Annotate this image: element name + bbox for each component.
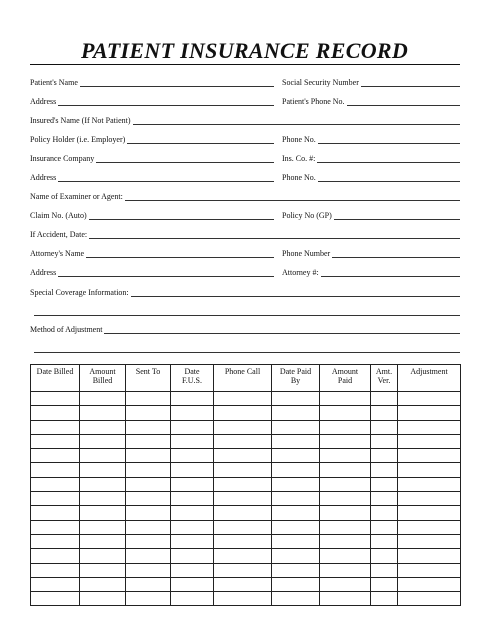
ins-co-number-label: Ins. Co. #: <box>282 154 316 163</box>
table-cell[interactable] <box>320 434 371 448</box>
table-cell[interactable] <box>80 392 126 406</box>
table-cell[interactable] <box>171 463 214 477</box>
table-cell[interactable] <box>80 577 126 591</box>
attorney-name-label: Attorney's Name <box>30 249 85 258</box>
table-cell[interactable] <box>214 463 272 477</box>
table-row <box>31 463 461 477</box>
col-header-phone-call: Phone Call <box>214 365 272 392</box>
table-cell[interactable] <box>31 549 80 563</box>
table-cell[interactable] <box>31 592 80 606</box>
table-cell[interactable] <box>126 492 171 506</box>
table-cell[interactable] <box>214 492 272 506</box>
table-cell[interactable] <box>214 592 272 606</box>
table-cell[interactable] <box>398 549 461 563</box>
table-cell[interactable] <box>320 449 371 463</box>
table-row <box>31 477 461 491</box>
table-cell[interactable] <box>126 434 171 448</box>
table-cell[interactable] <box>214 449 272 463</box>
table-cell[interactable] <box>272 592 320 606</box>
address-field[interactable] <box>30 97 274 106</box>
table-cell[interactable] <box>31 420 80 434</box>
table-cell[interactable] <box>214 392 272 406</box>
table-cell[interactable] <box>171 434 214 448</box>
title-rule <box>30 64 460 65</box>
table-cell[interactable] <box>371 577 398 591</box>
policy-holder-label: Policy Holder (i.e. Employer) <box>30 135 126 144</box>
form-title: PATIENT INSURANCE RECORD <box>80 38 409 63</box>
table-cell[interactable] <box>214 477 272 491</box>
table-row <box>31 563 461 577</box>
table-cell[interactable] <box>398 492 461 506</box>
table-cell[interactable] <box>31 563 80 577</box>
table-cell[interactable] <box>398 434 461 448</box>
table-cell[interactable] <box>398 506 461 520</box>
table-cell[interactable] <box>80 592 126 606</box>
company-phone-field[interactable] <box>282 173 460 182</box>
table-cell[interactable] <box>272 477 320 491</box>
table-cell[interactable] <box>320 392 371 406</box>
ssn-field[interactable] <box>282 78 460 87</box>
table-cell[interactable] <box>272 449 320 463</box>
policy-holder-field[interactable] <box>30 135 274 144</box>
table-cell[interactable] <box>398 420 461 434</box>
table-cell[interactable] <box>371 449 398 463</box>
table-cell[interactable] <box>320 463 371 477</box>
table-cell[interactable] <box>371 492 398 506</box>
table-cell[interactable] <box>126 577 171 591</box>
table-cell[interactable] <box>171 406 214 420</box>
special-coverage-extra-line[interactable] <box>34 315 460 316</box>
table-cell[interactable] <box>126 592 171 606</box>
table-row <box>31 592 461 606</box>
table-cell[interactable] <box>126 392 171 406</box>
table-cell[interactable] <box>171 592 214 606</box>
table-row <box>31 420 461 434</box>
table-row <box>31 449 461 463</box>
insured-name-field[interactable] <box>30 116 460 125</box>
ins-co-number-field[interactable] <box>282 154 460 163</box>
method-adjustment-label: Method of Adjustment <box>30 325 103 334</box>
method-adjustment-field[interactable] <box>30 325 460 334</box>
table-row <box>31 434 461 448</box>
table-row <box>31 406 461 420</box>
phone-label: Phone No. <box>282 135 316 144</box>
table-cell[interactable] <box>214 420 272 434</box>
table-row <box>31 506 461 520</box>
table-row <box>31 520 461 534</box>
company-phone-label: Phone No. <box>282 173 316 182</box>
col-header-date-billed: Date Billed <box>31 365 80 392</box>
table-cell[interactable] <box>214 577 272 591</box>
table-cell[interactable] <box>171 520 214 534</box>
table-cell[interactable] <box>398 477 461 491</box>
accident-date-label: If Accident, Date: <box>30 230 88 239</box>
table-cell[interactable] <box>80 477 126 491</box>
table-cell[interactable] <box>272 506 320 520</box>
table-cell[interactable] <box>31 406 80 420</box>
table-cell[interactable] <box>171 506 214 520</box>
table-cell[interactable] <box>126 420 171 434</box>
table-cell[interactable] <box>272 563 320 577</box>
ssn-label: Social Security Number <box>282 78 359 87</box>
accident-date-field[interactable] <box>30 230 460 239</box>
table-row <box>31 492 461 506</box>
table-cell[interactable] <box>171 549 214 563</box>
table-cell[interactable] <box>31 534 80 548</box>
table-cell[interactable] <box>80 563 126 577</box>
table-cell[interactable] <box>126 549 171 563</box>
company-address-field[interactable] <box>30 173 274 182</box>
col-header-amount-paid: Amount Paid <box>320 365 371 392</box>
attorney-phone-label: Phone Number <box>282 249 331 258</box>
table-cell[interactable] <box>371 420 398 434</box>
table-cell[interactable] <box>398 592 461 606</box>
table-cell[interactable] <box>272 534 320 548</box>
table-cell[interactable] <box>214 406 272 420</box>
table-cell[interactable] <box>126 463 171 477</box>
table-cell[interactable] <box>171 477 214 491</box>
table-cell[interactable] <box>126 563 171 577</box>
attorney-number-field[interactable] <box>282 268 460 277</box>
table-cell[interactable] <box>214 534 272 548</box>
method-adjustment-extra-line[interactable] <box>34 352 460 353</box>
table-cell[interactable] <box>31 477 80 491</box>
table-cell[interactable] <box>126 534 171 548</box>
table-cell[interactable] <box>171 392 214 406</box>
table-cell[interactable] <box>80 406 126 420</box>
insurance-company-field[interactable] <box>30 154 274 163</box>
table-cell[interactable] <box>272 577 320 591</box>
table-cell[interactable] <box>398 520 461 534</box>
table-cell[interactable] <box>31 492 80 506</box>
table-cell[interactable] <box>171 563 214 577</box>
table-cell[interactable] <box>31 434 80 448</box>
table-cell[interactable] <box>80 420 126 434</box>
table-row <box>31 577 461 591</box>
phone-field[interactable] <box>282 135 460 144</box>
special-coverage-field[interactable] <box>30 288 460 297</box>
table-cell[interactable] <box>398 563 461 577</box>
col-header-date-fus: Date F.U.S. <box>171 365 214 392</box>
table-cell[interactable] <box>171 492 214 506</box>
attorney-number-label: Attorney #: <box>282 268 319 277</box>
policy-no-field[interactable] <box>282 211 460 220</box>
table-cell[interactable] <box>371 434 398 448</box>
table-cell[interactable] <box>398 449 461 463</box>
table-cell[interactable] <box>398 577 461 591</box>
table-cell[interactable] <box>272 392 320 406</box>
table-cell[interactable] <box>80 434 126 448</box>
table-cell[interactable] <box>80 449 126 463</box>
table-header-row <box>31 365 461 392</box>
table-cell[interactable] <box>320 477 371 491</box>
table-cell[interactable] <box>371 463 398 477</box>
table-cell[interactable] <box>320 534 371 548</box>
table-cell[interactable] <box>126 506 171 520</box>
company-address-label: Address <box>30 173 57 182</box>
table-cell[interactable] <box>320 563 371 577</box>
table-cell[interactable] <box>320 577 371 591</box>
table-cell[interactable] <box>320 492 371 506</box>
table-cell[interactable] <box>272 406 320 420</box>
col-header-date-paid-by: Date Paid By <box>272 365 320 392</box>
table-cell[interactable] <box>214 506 272 520</box>
table-cell[interactable] <box>80 506 126 520</box>
table-cell[interactable] <box>80 463 126 477</box>
table-cell[interactable] <box>398 392 461 406</box>
billing-log-table <box>30 364 461 606</box>
insurance-company-label: Insurance Company <box>30 154 95 163</box>
attorney-address-label: Address <box>30 268 57 277</box>
table-cell[interactable] <box>126 449 171 463</box>
table-cell[interactable] <box>80 520 126 534</box>
table-cell[interactable] <box>80 492 126 506</box>
examiner-label: Name of Examiner or Agent: <box>30 192 123 201</box>
table-cell[interactable] <box>126 406 171 420</box>
table-cell[interactable] <box>272 420 320 434</box>
table-row <box>31 549 461 563</box>
table-cell[interactable] <box>272 520 320 534</box>
table-cell[interactable] <box>371 506 398 520</box>
attorney-address-field[interactable] <box>30 268 274 277</box>
table-cell[interactable] <box>371 534 398 548</box>
table-cell[interactable] <box>31 577 80 591</box>
table-cell[interactable] <box>371 392 398 406</box>
table-cell[interactable] <box>320 549 371 563</box>
address-label: Address <box>30 97 57 106</box>
table-cell[interactable] <box>31 506 80 520</box>
table-cell[interactable] <box>214 563 272 577</box>
patient-name-field[interactable] <box>30 78 274 87</box>
table-cell[interactable] <box>214 520 272 534</box>
patient-name-label: Patient's Name <box>30 78 78 87</box>
table-cell[interactable] <box>320 420 371 434</box>
insured-name-label: Insured's Name (If Not Patient) <box>30 116 131 125</box>
table-cell[interactable] <box>171 449 214 463</box>
col-header-amount-billed: Amount Billed <box>80 365 126 392</box>
col-header-sent-to: Sent To <box>126 365 171 392</box>
table-cell[interactable] <box>398 463 461 477</box>
table-cell[interactable] <box>31 463 80 477</box>
table-cell[interactable] <box>371 406 398 420</box>
table-cell[interactable] <box>320 592 371 606</box>
special-coverage-label: Special Coverage Information: <box>30 288 129 297</box>
table-cell[interactable] <box>320 406 371 420</box>
claim-no-label: Claim No. (Auto) <box>30 211 87 220</box>
policy-no-label: Policy No (GP) <box>282 211 332 220</box>
patient-phone-label: Patient's Phone No. <box>282 97 345 106</box>
table-cell[interactable] <box>320 520 371 534</box>
claim-no-field[interactable] <box>30 211 274 220</box>
patient-phone-field[interactable] <box>282 97 460 106</box>
table-cell[interactable] <box>320 506 371 520</box>
table-cell[interactable] <box>126 477 171 491</box>
table-cell[interactable] <box>371 563 398 577</box>
examiner-field[interactable] <box>30 192 460 201</box>
table-cell[interactable] <box>272 434 320 448</box>
table-cell[interactable] <box>31 449 80 463</box>
col-header-adjustment: Adjustment <box>398 365 461 392</box>
table-cell[interactable] <box>214 434 272 448</box>
table-cell[interactable] <box>371 549 398 563</box>
col-header-amt-ver: Amt. Ver. <box>371 365 398 392</box>
table-cell[interactable] <box>31 392 80 406</box>
table-cell[interactable] <box>398 534 461 548</box>
table-cell[interactable] <box>80 534 126 548</box>
attorney-name-field[interactable] <box>30 249 274 258</box>
table-cell[interactable] <box>126 520 171 534</box>
table-cell[interactable] <box>272 492 320 506</box>
table-cell[interactable] <box>214 549 272 563</box>
table-cell[interactable] <box>80 549 126 563</box>
table-cell[interactable] <box>371 477 398 491</box>
table-cell[interactable] <box>398 406 461 420</box>
table-cell[interactable] <box>272 463 320 477</box>
table-cell[interactable] <box>371 592 398 606</box>
table-cell[interactable] <box>371 520 398 534</box>
table-cell[interactable] <box>31 520 80 534</box>
table-row <box>31 392 461 406</box>
attorney-phone-field[interactable] <box>282 249 460 258</box>
table-cell[interactable] <box>171 420 214 434</box>
table-row <box>31 534 461 548</box>
table-cell[interactable] <box>171 577 214 591</box>
table-cell[interactable] <box>272 549 320 563</box>
table-cell[interactable] <box>171 534 214 548</box>
